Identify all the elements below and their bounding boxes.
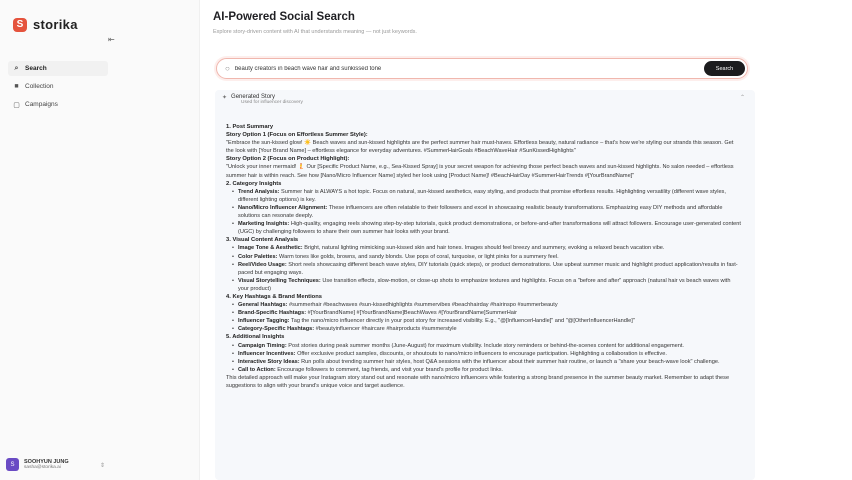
item-text: Run polls about trending summer hair styles, host Q&A sessions with the influencer about their summer hair routine, or launch a "share your beach-wave look" challenge. [299,358,720,365]
page-title: AI-Powered Social Search [213,11,355,23]
search-button[interactable]: Search [704,61,745,76]
item-text: Short reels showcasing different beach wave styles, DIY tutorials (quick steps), or product demonstrations. Use upbeat summer music and highlight product application/results in fast-paced but engaging ways. [238,261,738,276]
list-item [232,358,742,366]
story-option-heading: Story Option 2 (Focus on Product Highlight): [226,156,350,163]
story-header[interactable] [222,94,303,105]
section-heading: 5. Additional Insights [226,334,285,341]
sidebar-item-search[interactable] [8,61,108,76]
item-label: Influencer Incentives: [238,350,296,357]
item-label: Marketing Insights: [238,221,290,228]
item-label: Color Palettes: [238,253,278,260]
section-heading: 1. Post Summary [226,124,274,130]
user-email: sasha@storika.ai [24,465,61,470]
item-text: Offer exclusive product samples, discounts, or shoutouts to nano/micro influencers to encourage participation. Highlighting a collaboration is effective. [295,350,667,357]
item-text: High-quality, engaging reels showing step-by-step tutorials, quick product demonstrations, or before-and-after transformations will attract followers. Encourage user-generated content (UGC) by challenging followers to share their own summer hair looks with your brand. [238,221,741,236]
insight-list [226,188,742,237]
item-text: These influencers are often relatable to their followers and excel in showcasing realistic beauty transformations. Emphasizing easy DIY methods and affordable solutions can resonate deeply. [238,204,723,220]
item-label: Nano/Micro Influencer Alignment: [238,204,328,211]
item-text: Bright, natural lighting mimicking sun-kissed skin and hair tones. Images should feel breezy and summery, evoking a relaxed beach vacation vibe. [302,245,665,252]
sidebar-item-label: Collection [25,83,54,90]
item-text: #summerhair #beachwaves #sun-kissedhighlights #summervibes #beachhairday #hairinspo #summerbeauty [287,302,558,309]
item-text: #[YourBrandName] #[YourBrandName]BeachWaves #[YourBrandName]SummerHair [306,310,517,317]
search-icon: ○ [225,64,230,73]
chevron-up-icon[interactable]: ⌃ [739,95,745,101]
user-menu[interactable] [6,458,106,471]
user-name: SOOHYUN JUNG [24,459,69,465]
item-label: Category-Specific Hashtags: [238,326,315,333]
sidebar-nav [8,61,108,115]
list-item [232,277,742,293]
item-text: Warm tones like golds, browns, and sandy blonds. Use pops of coral, turquoise, or light pinks for a summery feel. [277,253,559,260]
item-text: #beautyinfluencer #haircare #hairproducts #summerstyle [314,326,457,333]
sidebar-item-collection[interactable] [8,79,108,94]
item-label: Reel/Video Usage: [238,261,287,268]
insight-list [226,301,742,333]
item-label: Interactive Story Ideas: [238,358,300,365]
list-item [232,253,742,261]
chevron-updown-icon[interactable]: ⇕ [100,463,106,469]
list-item [232,244,742,252]
closing-text: This detailed approach will make your Instagram story stand out and resonate with nano/micro influencers while fostering a strong brand presence in the summer beauty market. Remember to adapt these suggestions to align with your brand's unique voice and target audience. [226,374,730,389]
avatar: S [6,458,19,471]
list-item [232,325,742,333]
logo-mark: S [13,18,27,32]
story-option-text: "Embrace the sun-kissed glow! ☀️ Beach waves and sun-kissed highlights are the perfect summer hair must-haves. Effortless beauty, natural radiance – that's how we're styling our strands this season. Get the look with [Your Brand Name] – effortless elegance for everyday adventures. #SummerHairGoals #BeachWaveHair #SunKissedHighlights" [226,140,734,155]
story-subtitle: Used for influencer discovery [241,100,303,105]
logo[interactable] [13,17,78,32]
item-label: Brand-Specific Hashtags: [238,310,307,317]
list-item [232,220,742,236]
bookmark-icon: ▢ [13,101,20,109]
list-item [232,301,742,309]
list-item [232,261,742,277]
story-option-heading: Story Option 1 (Focus on Effortless Summer Style): [226,132,368,139]
item-label: Influencer Tagging: [238,318,290,325]
collection-icon: ■ [14,83,19,90]
list-item [232,188,742,204]
item-label: Trend Analysis: [238,188,280,195]
item-label: Visual Storytelling Techniques: [238,277,321,284]
item-label: General Hashtags: [238,302,288,309]
page-subtitle: Explore story-driven content with AI that understands meaning — not just keywords. [213,29,417,35]
sparkle-icon: ✦ [222,95,228,101]
list-item [232,204,742,220]
insight-list [226,342,742,374]
item-text: Encourage followers to comment, tag friends, and visit your brand's profile for product links. [275,366,504,373]
sidebar-item-label: Search [25,65,47,72]
story-option-text: "Unlock your inner mermaid! 🧜 Our [Specific Product Name, e.g., Sea-Kissed Spray] is your secret weapon for achieving those perfect beach waves and sun-kissed highlights. No salon needed – effortless summer hair is within reach. See how [Nano/Micro Influencer Name] styled her look using [Product Name]! #BeachHairDay #SummerHairTrends #[YourBrandName]" [226,164,734,179]
sidebar-item-label: Campaigns [25,101,58,108]
insight-list [226,244,742,293]
generated-story-panel [215,90,755,480]
section-heading: 3. Visual Content Analysis [226,237,299,244]
item-label: Image Tone & Aesthetic: [238,245,303,252]
item-text: Use transition effects, slow-motion, or close-up shots to emphasize textures and highlights. Focus on a "before and after" approach (natural hair vs beach waves with your product) [238,277,731,292]
sidebar-item-campaigns[interactable] [8,97,108,112]
list-item [232,366,742,374]
list-item [232,317,742,325]
search-input[interactable] [235,66,675,72]
section-heading: 4. Key Hashtags & Brand Mentions [226,293,322,300]
collapse-sidebar-icon[interactable]: ⇤ [108,35,115,44]
item-label: Call to Action: [238,366,276,373]
list-item [232,342,742,350]
story-title: Generated Story [231,94,276,100]
item-text: Tag the nano/micro influencer directly in your post story for increased visibility. E.g., "@[InfluencerHandle]" and "@[OtherInfluencerHandle]" [289,318,635,325]
search-bar [216,58,748,79]
sidebar [0,0,200,480]
item-label: Campaign Timing: [238,342,287,349]
item-text: Summer hair is ALWAYS a hot topic. Focus on natural, sun-kissed aesthetics, easy styling, and products that promise effortless results. Highlighting versatility (different wave styles, different lighting options) is key. [238,188,726,203]
search-icon: ⌕ [14,64,19,72]
story-body [226,123,742,390]
section-heading: 2. Category Insights [226,180,282,187]
list-item [232,309,742,317]
item-text: Post stories during peak summer months (June-August) for maximum visibility. Include story reminders or behind-the-scenes content for additional engagement. [286,342,684,349]
list-item [232,350,742,358]
logo-text: storika [33,17,78,32]
